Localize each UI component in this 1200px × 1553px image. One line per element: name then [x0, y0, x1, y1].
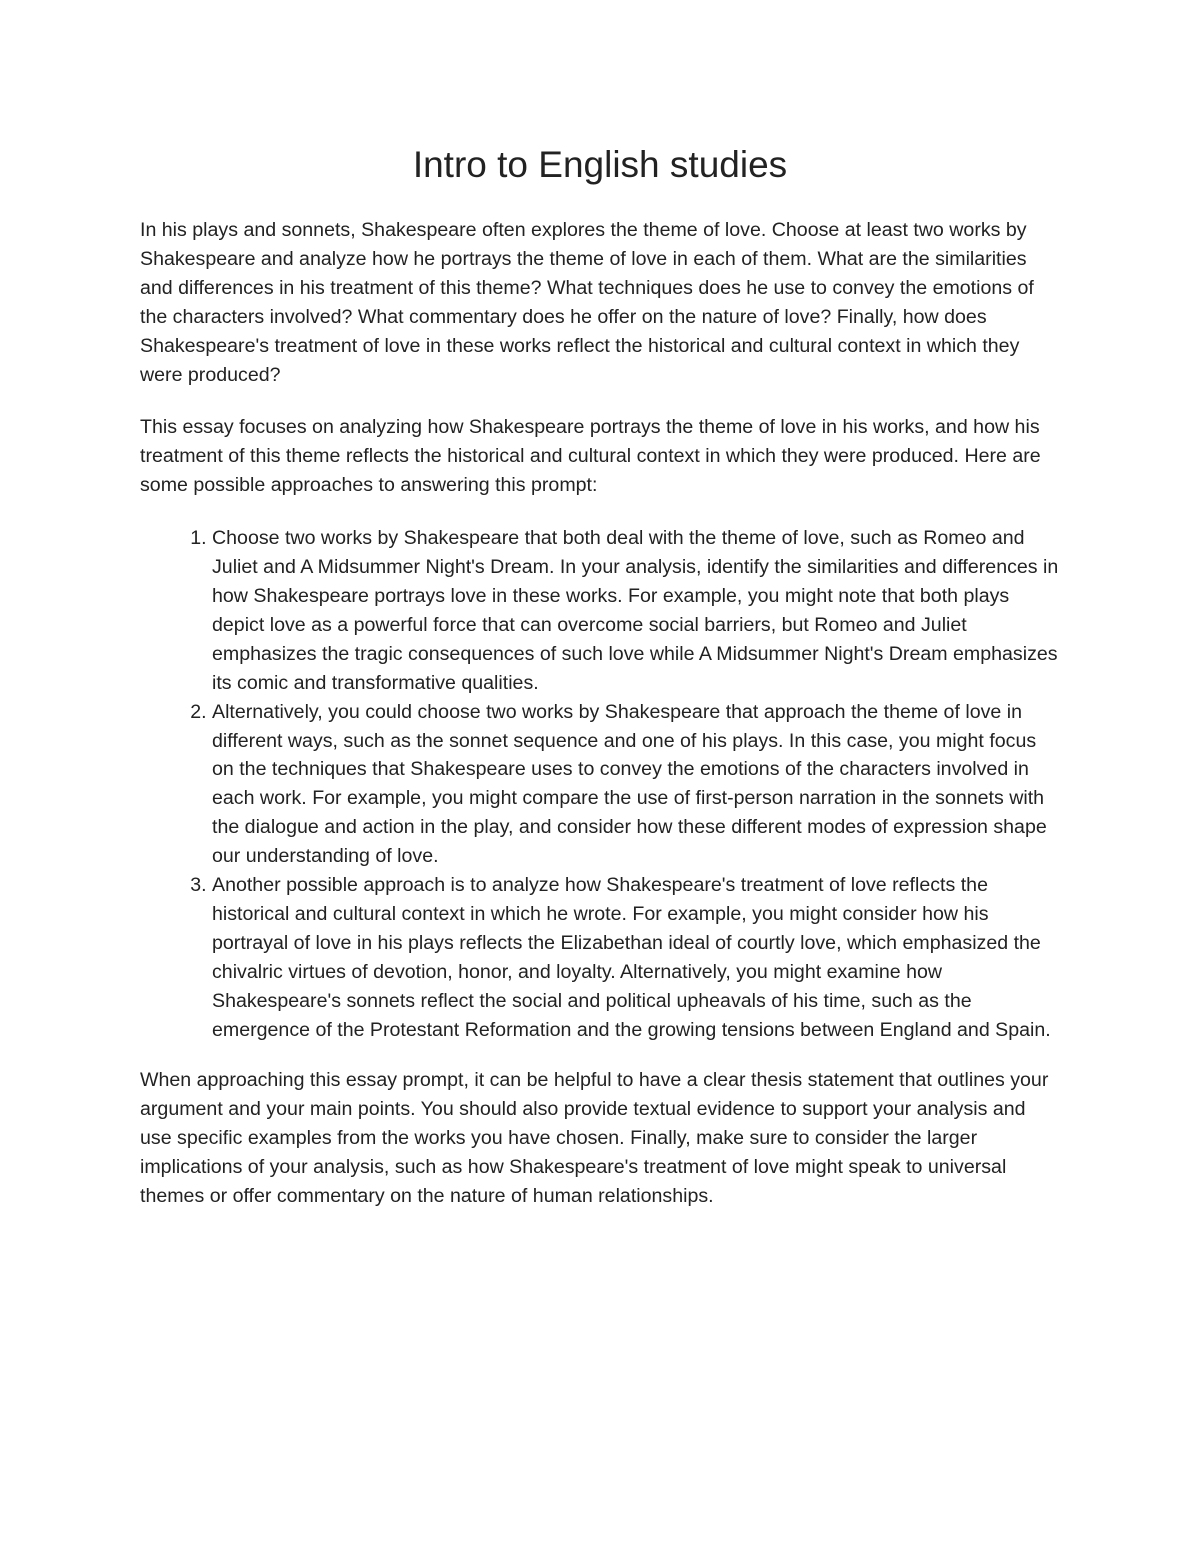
list-item: 3. Another possible approach is to analyze how Shakespeare's treatment of love reflects the historical and cultural context in which he wrote. For example, you might consider how his portrayal of love in his plays reflects the Elizabethan ideal of courtly love, which emphasized the chivalric virtues of devotion, honor, and loyalty. Alternatively, you might examine how Shakespeare's sonnets reflect the social and political upheavals of his time, such as the emergence of the Protestant Reformation and the growing tensions between England and Spain. [212, 871, 1060, 1044]
approaches-list [140, 524, 1060, 1044]
closing-paragraph: When approaching this essay prompt, it can be helpful to have a clear thesis statement that outlines your argument and your main points. You should also provide textual evidence to support your analysis and use specific examples from the works you have chosen. Finally, make sure to consider the larger implications of your analysis, such as how Shakespeare's treatment of love might speak to universal themes or offer commentary on the nature of human relationships. [140, 1069, 1049, 1208]
focus-paragraph: This essay focuses on analyzing how Shakespeare portrays the theme of love in his works, and how his treatment of this theme reflects the historical and cultural context in which they were produced. Here are some possible approaches to answering this prompt: [140, 416, 1041, 497]
document-title: Intro to English studies [412, 144, 788, 185]
document-page [140, 140, 1060, 1235]
intro-paragraph: In his plays and sonnets, Shakespeare often explores the theme of love. Choose at least two works by Shakespeare and analyze how he portrays the theme of love in each of them. What are the similarities and differences in his treatment of this theme? What techniques does he use to convey the emotions of the characters involved? What commentary does he offer on the nature of love? Finally, how does Shakespeare's treatment of love in these works reflect the historical and cultural context in which they were produced? [140, 219, 1034, 386]
list-item: 1. Choose two works by Shakespeare that both deal with the theme of love, such as Romeo and Juliet and A Midsummer Night's Dream. In your analysis, identify the similarities and differences in how Shakespeare portrays love in these works. For example, you might note that both plays depict love as a powerful force that can overcome social barriers, but Romeo and Juliet emphasizes the tragic consequences of such love while A Midsummer Night's Dream emphasizes its comic and transformative qualities. [212, 524, 1060, 697]
list-item: 2. Alternatively, you could choose two works by Shakespeare that approach the theme of love in different ways, such as the sonnet sequence and one of his plays. In this case, you might focus on the techniques that Shakespeare uses to convey the emotions of the characters involved in each work. For example, you might compare the use of first-person narration in the sonnets with the dialogue and action in the play, and consider how these different modes of expression shape our understanding of love. [212, 698, 1060, 871]
